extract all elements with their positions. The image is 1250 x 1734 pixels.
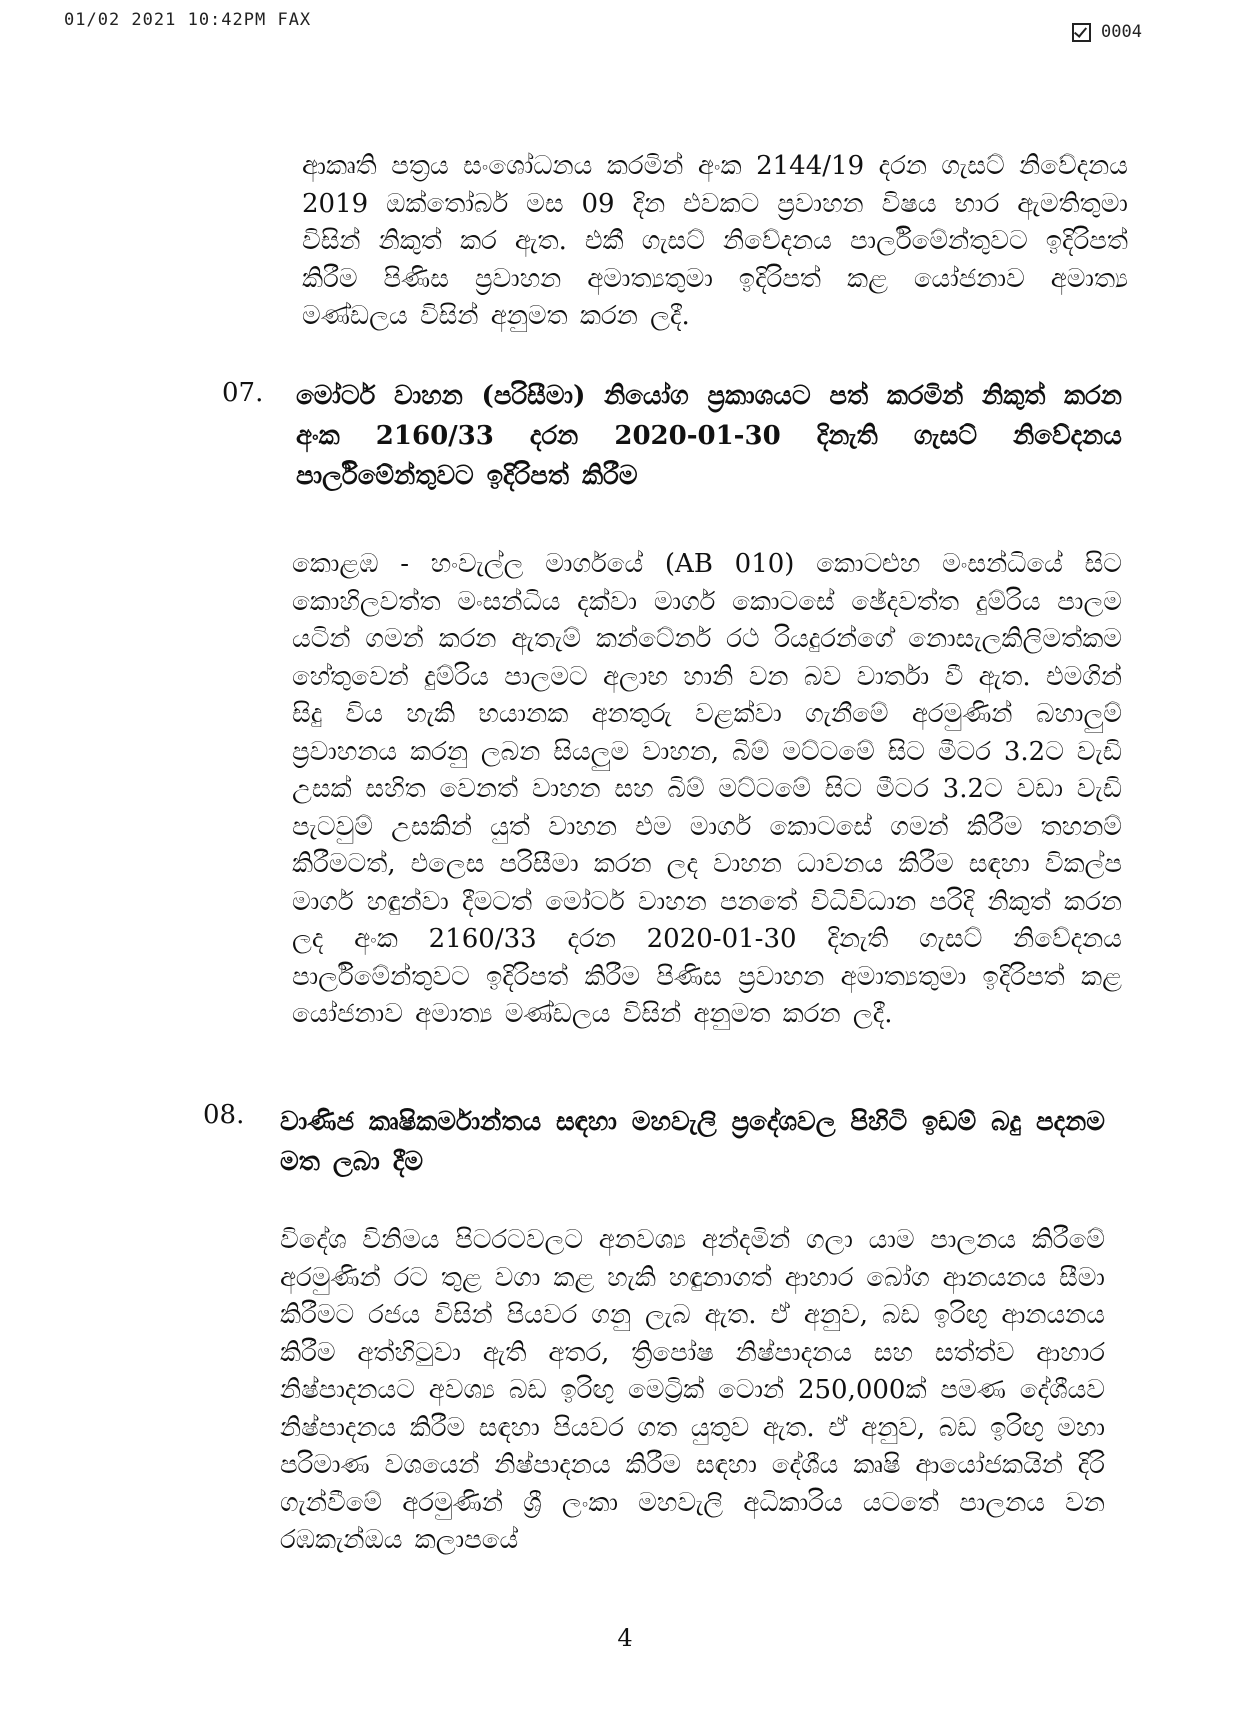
section-heading-08: වාණිජ කෘෂිකර්මාන්තය සඳහා මහවැලි ප්‍රදේශවල පිහිටි ඉඩම් බදු පදනම මත ලබා දීම bbox=[280, 1107, 1105, 1177]
section-number-08: 08. bbox=[203, 1100, 245, 1130]
page-number: 4 bbox=[617, 1624, 633, 1652]
intro-paragraph: ආකෘති පත්‍රය සංශෝධනය කරමින් අංක 2144/19 දරන ගැසට් නිවේදනය 2019 ඔක්තෝබර් මස 09 දින එවකට ප්‍රවාහන විෂය භාර ඇමතිතුමා විසින් නිකුත් කර ඇත. එකී ගැසට් නිවේදනය පාර්ලිමේන්තුවට ඉදිරිපත් කිරීම පිණිස ප්‍රවාහන අමාත්‍යතුමා ඉදිරිපත් කළ යෝජනාව අමාත්‍ය මණ්ඩලය විසින් අනුමත කරන ලදී. bbox=[302, 151, 1128, 331]
checkbox-icon bbox=[1072, 23, 1091, 42]
section-heading-07: මෝටර් වාහන (පරිසීමා) නියෝග ප්‍රකාශයට පත් කරමින් නිකුත් කරන අංක 2160/33 දරන 2020-01-30 දිනැති ගැසට් නිවේදනය පාර්ලිමේන්තුවට ඉදිරිපත් කිරීම bbox=[296, 381, 1122, 491]
fax-page-number: 0004 bbox=[1101, 22, 1142, 42]
section-body-07: කොළඹ - හංවැල්ල මාර්ගයේ (AB 010) කොටළුහ මංසන්ධියේ සිට කොහිලවත්ත මංසන්ධිය දක්වා මාර්ග කොටසේ ඡේදවත්ත දුම්රිය පාලම යටින් ගමන් කරන ඇතැම් කන්ටේනර් රථ රියදුරන්ගේ නොසැලකිලිමත්කම හේතුවෙන් දුම්රිය පාලමට අලාභ හානි වන බව වාර්තා වී ඇත. එමගින් සිදු විය හැකි භයානක අනතුරු වළක්වා ගැනීමේ අරමුණින් බහාලුම් ප්‍රවාහනය කරනු ලබන සියලුම වාහන, බිම් මට්ටමේ සිට මීටර 3.2ට වැඩි උසක් සහිත වෙනත් වාහන සහ බිම් මට්ටමේ සිට මීටර 3.2ට වඩා වැඩි පැටවුම් උසකින් යුත් වාහන එම මාර්ග කොටසේ ගමන් කිරීම තහනම් කිරීමටත්, එලෙස පරිසීමා කරන ලද වාහන ධාවනය කිරීම සඳහා විකල්ප මාර්ග හඳුන්වා දීමටත් මෝටර් වාහන පනතේ විධිවිධාන පරිදි නිකුත් කරන ලද අංක 2160/33 දරන 2020-01-30 දිනැති ගැසට් නිවේදනය පාර්ලිමේන්තුවට ඉදිරිපත් කිරීම පිණිස ප්‍රවාහන අමාත්‍යතුමා ඉදිරිපත් කළ යෝජනාව අමාත්‍ය මණ්ඩලය විසින් අනුමත කරන ලදී. bbox=[292, 549, 1122, 1029]
section-number-07: 07. bbox=[222, 378, 264, 408]
section-body-08: විදේශ විනිමය පිටරටවලට අනවශ්‍ය අන්දමින් ගලා යාම පාලනය කිරීමේ අරමුණින් රට තුළ වගා කළ හැකි හඳුනාගත් ආහාර බෝග ආනයනය සීමා කිරීමට රජය විසින් පියවර ගනු ලැබ ඇත. ඒ අනුව, බඩ ඉරිඟු ආනයනය කිරීම අත්හිටුවා ඇති අතර, ත්‍රිපෝෂ නිෂ්පාදනය සහ සත්ත්ව ආහාර නිෂ්පාදනයට අවශ්‍ය බඩ ඉරිඟු මෙට්‍රික් ටොන් 250,000ක් පමණ දේශීයව නිෂ්පාදනය කිරීම සඳහා පියවර ගත යුතුව ඇත. ඒ අනුව, බඩ ඉරිඟු මහා පරිමාණ වශයෙන් නිෂ්පාදනය කිරීම සඳහා දේශීය කෘෂි ආයෝජකයින් දිරි ගැන්වීමේ අරමුණින් ශ්‍රී ලංකා මහවැලි අධිකාරිය යටතේ පාලනය වන රඹකැන්ඔය කලාපයේ bbox=[280, 1225, 1105, 1555]
fax-page-indicator bbox=[1072, 22, 1142, 42]
fax-header: 01/02 2021 10:42PM FAX bbox=[64, 10, 312, 30]
